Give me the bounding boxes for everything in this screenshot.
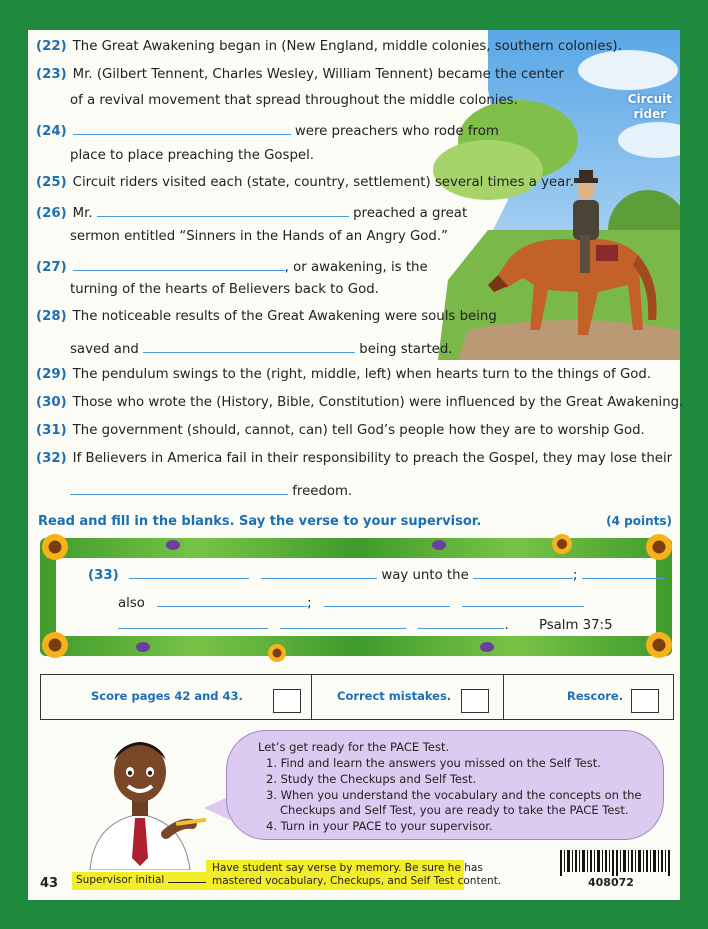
student-boy-icon (80, 726, 210, 870)
question-text: Mr. (72, 206, 93, 221)
verse-blank[interactable] (462, 592, 584, 607)
verse-text: ; (572, 568, 578, 583)
bubble-step-4: 4. Turn in your PACE to your supervisor. (266, 819, 493, 833)
question-number: (24) (36, 124, 67, 139)
score-cell (503, 675, 673, 719)
question-26-continued: sermon entitled “Sinners in the Hands of an Angry God.” (70, 229, 448, 244)
verse-blank[interactable] (129, 564, 249, 579)
question-text: Those who wrote the (History, Bible, Constitution) were influenced by the Great Awakening. (72, 395, 684, 410)
question-32 (36, 450, 672, 468)
verse-text: ; (307, 596, 312, 611)
bubble-intro: Let’s get ready for the PACE Test. (258, 740, 450, 754)
answer-blank[interactable] (143, 338, 355, 353)
question-text: freedom. (292, 484, 353, 499)
question-number: (27) (36, 260, 67, 275)
scoring-checklist (40, 674, 674, 720)
verse-blank[interactable] (157, 592, 307, 607)
question-22 (36, 38, 622, 56)
question-32-continued (70, 480, 352, 501)
question-text: were preachers who rode from (294, 124, 499, 139)
question-text: The pendulum swings to the (right, middle, left) when hearts turn to the things of God. (72, 367, 652, 382)
question-23 (36, 66, 564, 84)
note-line: mastered vocabulary, Checkups, and Self Test content. (212, 875, 502, 887)
verse-blank[interactable] (473, 564, 573, 579)
verse-line-3 (118, 614, 613, 635)
verse-blank[interactable] (582, 564, 666, 579)
verse-reference: Psalm 37:5 (538, 618, 613, 633)
supervisor-note (206, 860, 502, 890)
question-text: , or awakening, is the (284, 260, 428, 275)
question-number: (23) (36, 67, 67, 82)
note-line: Have student say verse by memory. Be sure he has (212, 862, 483, 874)
verse-line-2 (118, 592, 584, 613)
verse-instructions: Read and fill in the blanks. Say the verse to your supervisor. (38, 514, 482, 529)
rescore-checkbox[interactable] (631, 689, 659, 713)
question-number: (32) (36, 451, 67, 466)
grapes-icon (136, 642, 150, 652)
score-cell (311, 675, 504, 719)
question-text: The Great Awakening began in (New England, middle colonies, southern colonies). (72, 39, 622, 54)
verse-blank[interactable] (324, 592, 450, 607)
question-31 (36, 422, 645, 440)
question-number: (22) (36, 39, 67, 54)
verse-blank[interactable] (118, 614, 268, 629)
supervisor-initial-row (76, 874, 212, 886)
grapes-icon (166, 540, 180, 550)
question-33 (88, 564, 666, 585)
question-30 (36, 394, 683, 412)
question-28 (36, 308, 497, 326)
barcode-number: 408072 (588, 876, 634, 889)
answer-blank[interactable] (70, 480, 288, 495)
question-26 (36, 202, 467, 223)
bubble-step-1: 1. Find and learn the answers you missed on the Self Test. (266, 756, 601, 770)
question-24-continued: place to place preaching the Gospel. (70, 148, 315, 163)
verse-blank[interactable] (418, 614, 504, 629)
answer-blank[interactable] (97, 202, 349, 217)
grapes-icon (432, 540, 446, 550)
question-text: saved and (70, 342, 139, 357)
question-text: The government (should, cannot, can) tell God’s people how they are to worship God. (72, 423, 645, 438)
question-29 (36, 366, 651, 384)
grapes-icon (480, 642, 494, 652)
answer-blank[interactable] (73, 120, 291, 135)
score-cell (41, 675, 312, 719)
workbook-page (28, 30, 684, 900)
correct-mistakes-checkbox[interactable] (461, 689, 489, 713)
verse-text: way unto the (381, 568, 469, 583)
question-text: If Believers in America fail in their responsibility to preach the Gospel, they may lose their (72, 451, 673, 466)
verse-text: . (504, 618, 509, 633)
question-27 (36, 256, 428, 277)
sunflower-icon (646, 632, 672, 658)
supervisor-initial-label: Supervisor initial (76, 874, 165, 886)
rescore-label: Rescore. (567, 689, 624, 703)
bubble-step-3-continued: Checkups and Self Test, you are ready to take the PACE Test. (280, 803, 629, 817)
question-28-continued (70, 338, 453, 359)
score-pages-checkbox[interactable] (273, 689, 301, 713)
verse-blank[interactable] (280, 614, 406, 629)
bubble-step-2: 2. Study the Checkups and Self Test. (266, 772, 477, 786)
question-number: (31) (36, 423, 67, 438)
page-number: 43 (40, 876, 59, 891)
sunflower-icon (268, 644, 286, 662)
question-number: (30) (36, 395, 67, 410)
verse-blank[interactable] (261, 564, 377, 579)
sunflower-icon (42, 632, 68, 658)
question-27-continued: turning of the hearts of Believers back to God. (70, 282, 379, 297)
answer-blank[interactable] (73, 256, 285, 271)
sunflower-icon (552, 534, 572, 554)
barcode-icon (560, 850, 672, 876)
score-pages-label: Score pages 42 and 43. (91, 689, 243, 703)
sunflower-icon (646, 534, 672, 560)
sunflower-icon (42, 534, 68, 560)
question-number: (29) (36, 367, 67, 382)
question-number: (25) (36, 175, 67, 190)
question-text: The noticeable results of the Great Awakening were souls being (72, 309, 497, 324)
correct-mistakes-label: Correct mistakes. (337, 689, 452, 703)
points-label: (4 points) (606, 514, 672, 528)
question-number: (26) (36, 206, 67, 221)
question-23-continued: of a revival movement that spread throughout the middle colonies. (70, 93, 518, 108)
circuit-rider-label: Circuit rider (627, 92, 672, 121)
question-number: (33) (88, 568, 119, 583)
question-text: Circuit riders visited each (state, country, settlement) several times a year. (72, 175, 574, 190)
question-text: preached a great (353, 206, 468, 221)
question-number: (28) (36, 309, 67, 324)
question-text: Mr. (Gilbert Tennent, Charles Wesley, William Tennent) became the center (72, 67, 564, 82)
question-text: being started. (359, 342, 453, 357)
verse-text: also (118, 596, 145, 611)
bubble-step-3: 3. When you understand the vocabulary and the concepts on the (266, 788, 642, 802)
question-24 (36, 120, 499, 141)
question-25 (36, 174, 574, 192)
